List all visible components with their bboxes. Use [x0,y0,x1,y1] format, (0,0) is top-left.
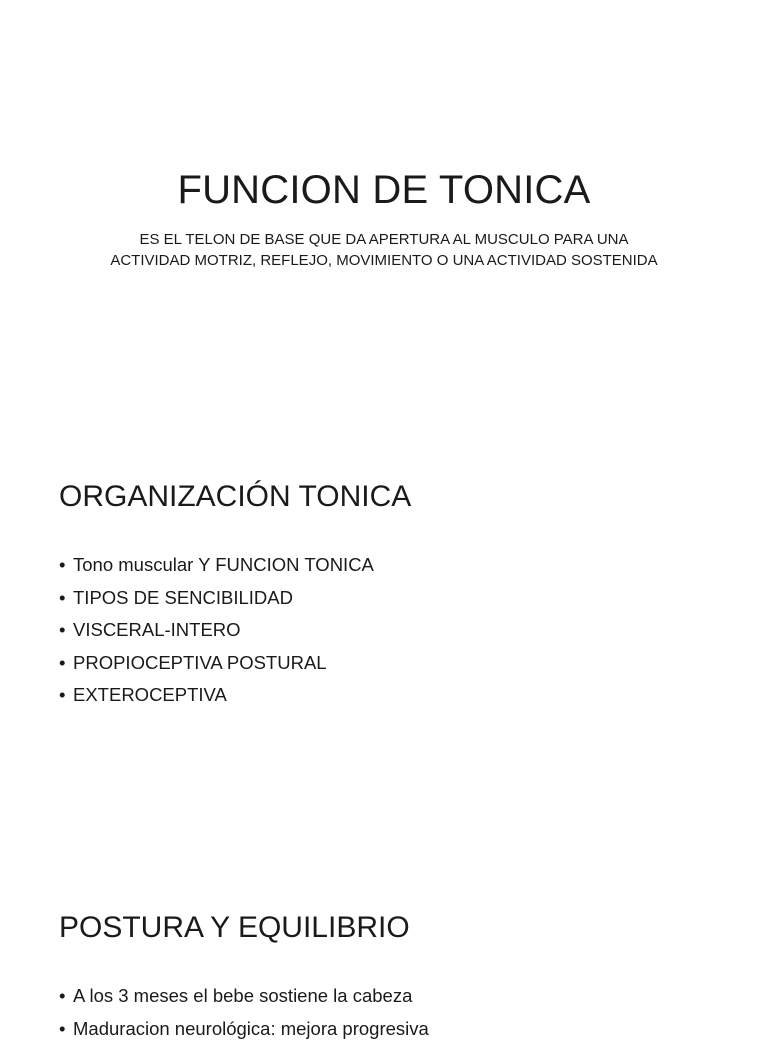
bullet-item: • VISCERAL-INTERO [59,614,374,647]
bullet-item: • PROPIOCEPTIVA POSTURAL [59,647,374,680]
bullet-item: • Maduracion neurológica: mejora progresiva [59,1013,429,1045]
slide-subtitle: ES EL TELON DE BASE QUE DA APERTURA AL MUSCULO PARA UNA ACTIVIDAD MOTRIZ, REFLEJO, MOVIMIENTO O UNA ACTIVIDAD SOSTENIDA [100,230,668,271]
bullet-item: • TIPOS DE SENCIBILIDAD [59,582,374,615]
title-slide [0,0,768,432]
bullet-list [59,980,429,1045]
content-slide-organizacion [0,432,768,864]
slide-heading: ORGANIZACIÓN TONICA [59,480,411,513]
slide-heading: POSTURA Y EQUILIBRIO [59,911,410,944]
content-slide-postura [0,864,768,1024]
slide-title: FUNCION DE TONICA [0,168,768,212]
bullet-item: • EXTEROCEPTIVA [59,679,374,712]
bullet-item: • Tono muscular Y FUNCION TONICA [59,549,374,582]
bullet-item: • A los 3 meses el bebe sostiene la cabeza [59,980,429,1013]
bullet-list [59,549,374,712]
